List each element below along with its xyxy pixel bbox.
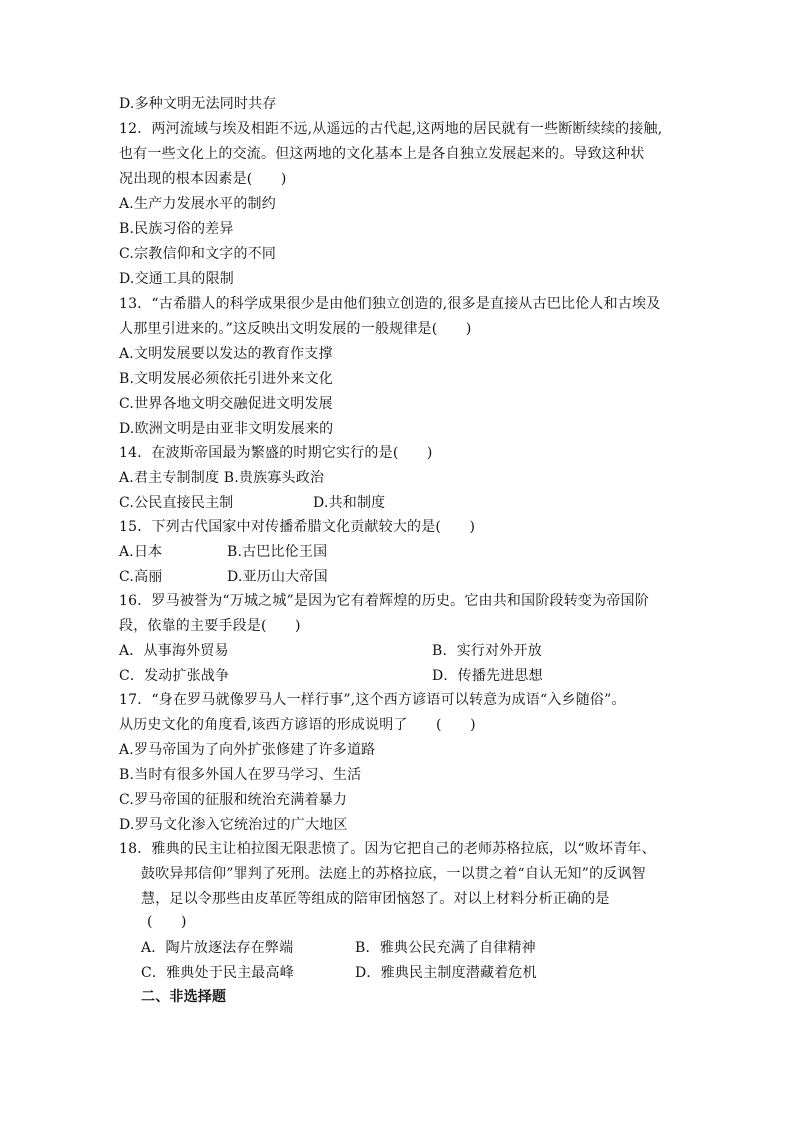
- q15-option-d: D.亚历山大帝国: [227, 569, 328, 585]
- q12-option-b: B.民族习俗的差异: [119, 221, 234, 237]
- q12-option-d: D.交通工具的限制: [119, 271, 234, 287]
- q16-stem-line-2: 段，依靠的主要手段是( ): [119, 618, 301, 634]
- q14-option-d: D.共和制度: [313, 495, 386, 511]
- q12-stem-line-2: 也有一些文化上的交流。但这两地的文化基本上是各自独立发展起来的。导致这种状: [119, 146, 645, 162]
- q15-option-a: A.日本: [119, 544, 163, 560]
- q13-stem-line-1: 13．“古希腊人的科学成果很少是由他们独立创造的,很多是直接从古巴比伦人和古埃及: [119, 296, 661, 312]
- q14-stem: 14．在波斯帝国最为繁盛的时期它实行的是( ): [119, 445, 433, 461]
- q11-option-d: D.多种文明无法同时共存: [119, 96, 277, 112]
- q17-option-c: C.罗马帝国的征服和统治充满着暴力: [119, 792, 348, 808]
- q18-option-a: A．陶片放逐法存在弊端: [141, 940, 294, 956]
- q18-option-d: D．雅典民主制度潜藏着危机: [355, 965, 537, 981]
- q18-option-c: C．雅典处于民主最高峰: [141, 965, 294, 981]
- q13-option-d: D.欧洲文明是由亚非文明发展来的: [119, 421, 334, 437]
- q18-stem-line-3: 慧，足以令那些由皮革匠等组成的陪审团恼怒了。对以上材料分析正确的是: [141, 891, 610, 907]
- q17-stem-line-1: 17．“身在罗马就像罗马人一样行事”,这个西方谚语可以转意为成语“入乡随俗”。: [119, 692, 626, 708]
- q16-option-b: B．实行对外开放: [432, 643, 542, 659]
- q16-option-d: D．传播先进思想: [432, 668, 543, 684]
- q17-option-a: A.罗马帝国为了向外扩张修建了许多道路: [119, 742, 376, 758]
- q12-option-a: A.生产力发展水平的制约: [119, 196, 276, 212]
- q16-option-c: C．发动扩张战争: [119, 668, 230, 684]
- q17-stem-line-2: 从历史文化的角度看,该西方谚语的形成说明了 ( ): [119, 717, 476, 733]
- q15-option-b: B.古巴比伦王国: [227, 544, 328, 560]
- q18-stem-line-1: 18．雅典的民主让柏拉图无限悲愤了。因为它把自己的老师苏格拉底，以“败坏青年、: [119, 841, 656, 857]
- q14-option-c: C.公民直接民主制: [119, 495, 234, 511]
- q13-option-c: C.世界各地文明交融促进文明发展: [119, 396, 333, 412]
- q18-stem-line-2: 鼓吹异邦信仰”罪判了死刑。法庭上的苏格拉底，一以贯之着“自认无知”的反讽智: [141, 866, 646, 882]
- q15-stem: 15．下列古代国家中对传播希腊文化贡献较大的是( ): [119, 519, 476, 535]
- q13-stem-line-2: 人那里引进来的。”这反映出文明发展的一般规律是( ): [119, 321, 472, 337]
- q18-option-b: B．雅典公民充满了自律精神: [355, 940, 536, 956]
- q12-stem-line-1: 12．两河流域与埃及相距不远,从遥远的古代起,这两地的居民就有一些断断续续的接触,: [119, 121, 663, 137]
- q15-option-c: C.高丽: [119, 569, 163, 585]
- q13-option-b: B.文明发展必须依托引进外来文化: [119, 371, 333, 387]
- q14-options-ab: A.君主专制制度 B.贵族寡头政治: [119, 470, 325, 486]
- q18-stem-line-4: ( ): [147, 914, 187, 930]
- q12-stem-line-3: 况出现的根本因素是( ): [119, 171, 287, 187]
- q16-stem-line-1: 16．罗马被誉为“万城之城”是因为它有着辉煌的历史。它由共和国阶段转变为帝国阶: [119, 593, 649, 609]
- q12-option-c: C.宗教信仰和文字的不同: [119, 246, 277, 262]
- q16-option-a: A．从事海外贸易: [119, 643, 229, 659]
- q17-option-b: B.当时有很多外国人在罗马学习、生活: [119, 767, 362, 783]
- q17-option-d: D.罗马文化渗入它统治过的广大地区: [119, 817, 348, 833]
- q13-option-a: A.文明发展要以发达的教育作支撑: [119, 346, 333, 362]
- section-heading: 二、非选择题: [141, 989, 227, 1005]
